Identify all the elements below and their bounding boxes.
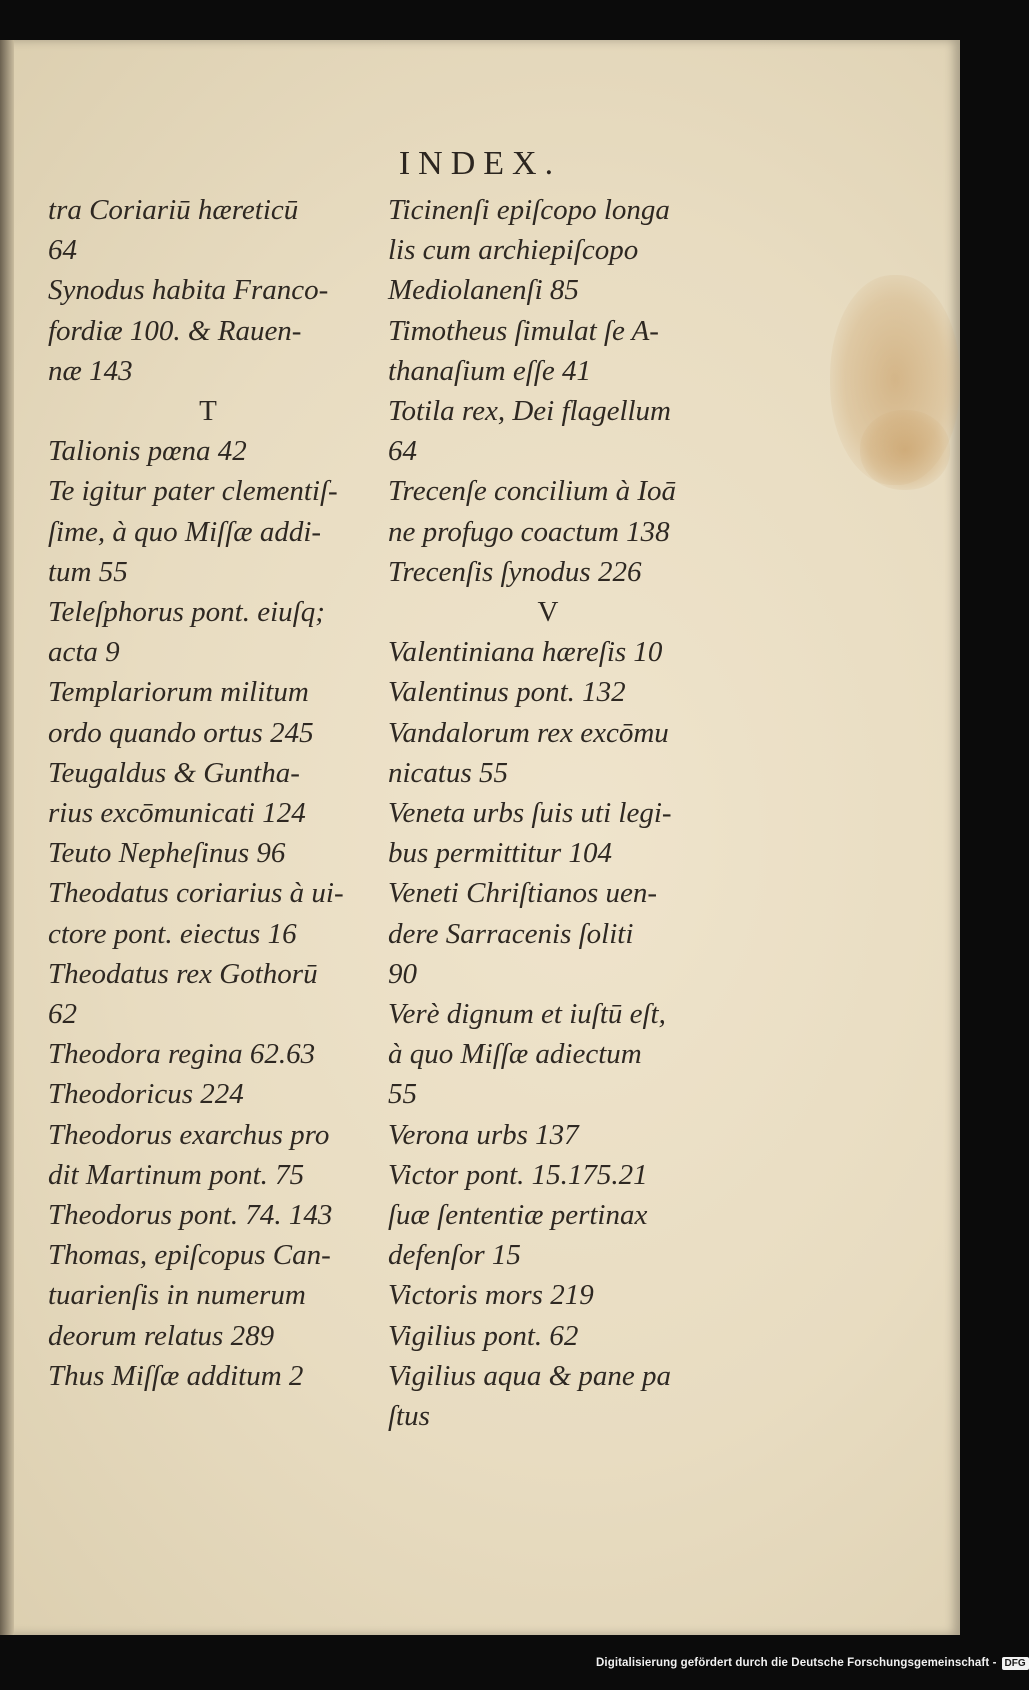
index-entry-line: Talionis pœna 42 bbox=[48, 435, 247, 468]
index-entry-line: tuarienſis in numerum bbox=[48, 1279, 306, 1312]
index-entry-line: Vigilius pont. 62 bbox=[388, 1319, 579, 1352]
index-entry-line: ordo quando ortus 245 bbox=[48, 716, 314, 749]
index-entry-line: defenſor 15 bbox=[388, 1239, 521, 1272]
index-entry-line: Valentinus pont. 132 bbox=[388, 676, 626, 709]
index-entry-line: Victor pont. 15.175.21 bbox=[388, 1158, 648, 1191]
index-entry-line: ne profugo coactum 138 bbox=[388, 515, 670, 548]
page-title: INDEX. bbox=[398, 145, 562, 182]
index-entry-line: nicatus 55 bbox=[388, 756, 509, 789]
index-entry-line: Valentiniana hæreſis 10 bbox=[388, 636, 663, 669]
index-letter-heading: V bbox=[537, 596, 559, 629]
index-entry-line: Vandalorum rex excōmu bbox=[388, 716, 669, 749]
index-entry-line: Veneta urbs ſuis uti legi- bbox=[388, 797, 672, 830]
index-entry-line: 64 bbox=[388, 435, 417, 468]
index-entry-line: Totila rex, Dei flagellum bbox=[388, 395, 672, 428]
index-entry-line: Teuto Nepheſinus 96 bbox=[48, 837, 286, 870]
index-entry-line: acta 9 bbox=[48, 636, 120, 669]
index-entry-line: ſtus bbox=[388, 1400, 430, 1433]
index-entry-line: à quo Miſſæ adiectum bbox=[388, 1038, 642, 1071]
index-entry-line: Mediolanenſi 85 bbox=[388, 274, 579, 307]
water-stain bbox=[860, 410, 950, 490]
index-entry-line: rius excōmunicati 124 bbox=[48, 797, 306, 830]
index-entry-line: Teugaldus & Guntha- bbox=[48, 756, 300, 789]
index-entry-line: tra Coriariū hæreticū bbox=[48, 194, 299, 226]
credit-text: Digitalisierung gefördert durch die Deutsche Forschungsgemeinschaft - bbox=[596, 1657, 997, 1669]
index-entry-line: Trecenſis ſynodus 226 bbox=[388, 555, 642, 588]
index-entry-line: ſime, à quo Miſſæ addi- bbox=[48, 515, 322, 548]
index-entry-line: Theodatus rex Gothorū bbox=[48, 957, 318, 990]
index-entry-line: dit Martinum pont. 75 bbox=[48, 1158, 305, 1191]
index-entry-line: Victoris mors 219 bbox=[388, 1279, 594, 1312]
index-entry-line: dere Sarracenis ſoliti bbox=[388, 917, 634, 950]
index-entry-line: Verè dignum et iuſtū eſt, bbox=[388, 998, 666, 1031]
index-entry-line: fordiæ 100. & Rauen- bbox=[48, 314, 302, 347]
index-entry-line: 55 bbox=[388, 1078, 417, 1111]
index-entry-line: 62 bbox=[48, 998, 77, 1031]
dfg-logo: DFG bbox=[1002, 1657, 1029, 1670]
page-gutter bbox=[0, 40, 14, 1635]
index-entry-line: Verona urbs 137 bbox=[388, 1118, 579, 1151]
digitization-credit bbox=[596, 1648, 1029, 1678]
index-entry-line: næ 143 bbox=[48, 354, 133, 387]
index-entry-line: lis cum archiepiſcopo bbox=[388, 234, 639, 267]
index-entry-line: Theodorus pont. 74. 143 bbox=[48, 1199, 333, 1232]
index-column-right bbox=[388, 190, 708, 1436]
index-entry-line: Theodora regina 62.63 bbox=[48, 1038, 316, 1071]
index-entry-line: bus permittitur 104 bbox=[388, 837, 612, 870]
index-entry-line: 90 bbox=[388, 957, 417, 990]
index-entry-line: Timotheus ſimulat ſe A- bbox=[388, 314, 659, 347]
index-entry-line: Trecenſe concilium à Ioā bbox=[388, 475, 677, 508]
index-entry-line: Theodoricus 224 bbox=[48, 1078, 244, 1111]
index-entry-line: ctore pont. eiectus 16 bbox=[48, 917, 297, 950]
index-entry-line: ſuæ ſententiæ pertinax bbox=[388, 1199, 648, 1232]
index-entry-line: Teleſphorus pont. eiuſq; bbox=[48, 596, 325, 629]
index-entry-line: thanaſium eſſe 41 bbox=[388, 354, 591, 387]
index-entry-line: Te igitur pater clementiſ- bbox=[48, 475, 338, 508]
index-letter-heading: T bbox=[199, 395, 217, 428]
index-entry-line: Theodorus exarchus pro bbox=[48, 1118, 330, 1151]
index-entry-line: 64 bbox=[48, 234, 77, 267]
index-entry-line: Templariorum militum bbox=[48, 676, 309, 709]
index-entry-line: Theodatus coriarius à ui- bbox=[48, 877, 344, 910]
index-entry-line: Thomas, epiſcopus Can- bbox=[48, 1239, 331, 1272]
index-entry-line: deorum relatus 289 bbox=[48, 1319, 275, 1352]
index-entry-line: Veneti Chriſtianos uen- bbox=[388, 877, 658, 910]
index-entry-line: Synodus habita Franco- bbox=[48, 274, 329, 307]
index-entry-line: tum 55 bbox=[48, 555, 128, 588]
index-entry-line: Thus Miſſæ additum 2 bbox=[48, 1359, 304, 1392]
index-entry-line: Vigilius aqua & pane pa bbox=[388, 1359, 672, 1392]
index-entry-line: Ticinenſi epiſcopo longa bbox=[388, 194, 670, 226]
index-column-left bbox=[48, 190, 368, 1396]
